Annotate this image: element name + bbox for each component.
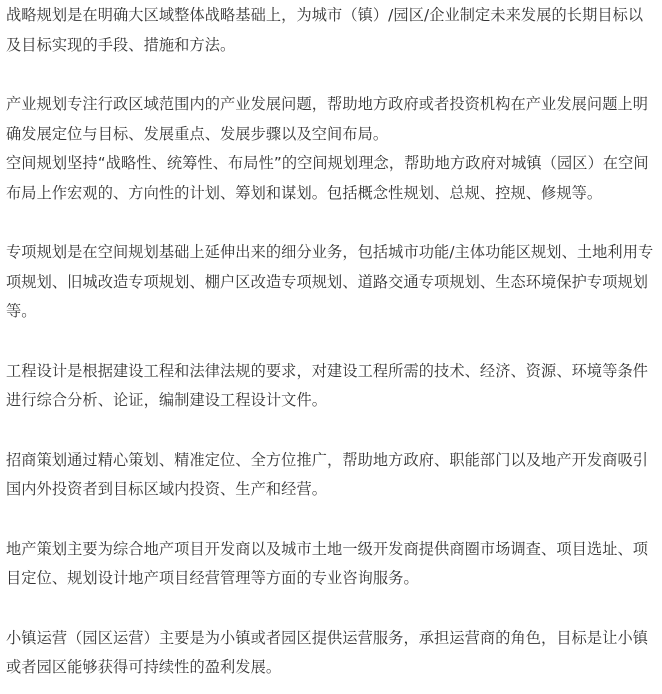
paragraph-spacer: [6, 327, 658, 357]
paragraph-spacer: [6, 594, 658, 624]
paragraph-spacer: [6, 208, 658, 238]
article-body: [6, 0, 658, 683]
paragraph-real-estate-planning: 地产策划主要为综合地产项目开发商以及城市土地一级开发商提供商圈市场调查、项目选址、项目定位、规划设计地产项目经营管理等方面的专业咨询服务。: [6, 539, 649, 587]
paragraph-investment-promotion: 招商策划通过精心策划、精准定位、全方位推广，帮助地方政府、职能部门以及地产开发商吸引国内外投资者到目标区域内投资、生产和经营。: [6, 450, 649, 498]
paragraph-town-operation: 小镇运营（园区运营）主要是为小镇或者园区提供运营服务，承担运营商的角色，目标是让小镇或者园区能够获得可持续性的盈利发展。: [6, 628, 649, 676]
paragraph-spacer: [6, 505, 658, 535]
paragraph-spatial-planning: 空间规划坚持“战略性、统筹性、布局性”的空间规划理念，帮助地方政府对城镇（园区）在空间布局上作宏观的、方向性的计划、筹划和谋划。包括概念性规划、总规、控规、修规等。: [6, 154, 649, 202]
paragraph-industrial-planning: 产业规划专注行政区域范围内的产业发展问题，帮助地方政府或者投资机构在产业发展问题上明确发展定位与目标、发展重点、发展步骤以及空间布局。: [6, 95, 649, 143]
paragraph-spacer: [6, 60, 658, 90]
paragraph-special-planning: 专项规划是在空间规划基础上延伸出来的细分业务，包括城市功能/主体功能区规划、土地利用专项规划、旧城改造专项规划、棚户区改造专项规划、道路交通专项规划、生态环境保护专项规划等。: [6, 243, 654, 320]
paragraph-engineering-design: 工程设计是根据建设工程和法律法规的要求，对建设工程所需的技术、经济、资源、环境等条件进行综合分析、论证，编制建设工程设计文件。: [6, 361, 649, 409]
paragraph-spacer: [6, 416, 658, 446]
paragraph-strategic-planning: 战略规划是在明确大区域整体战略基础上，为城市（镇）/园区/企业制定未来发展的长期目标以及目标实现的手段、措施和方法。: [6, 6, 644, 54]
